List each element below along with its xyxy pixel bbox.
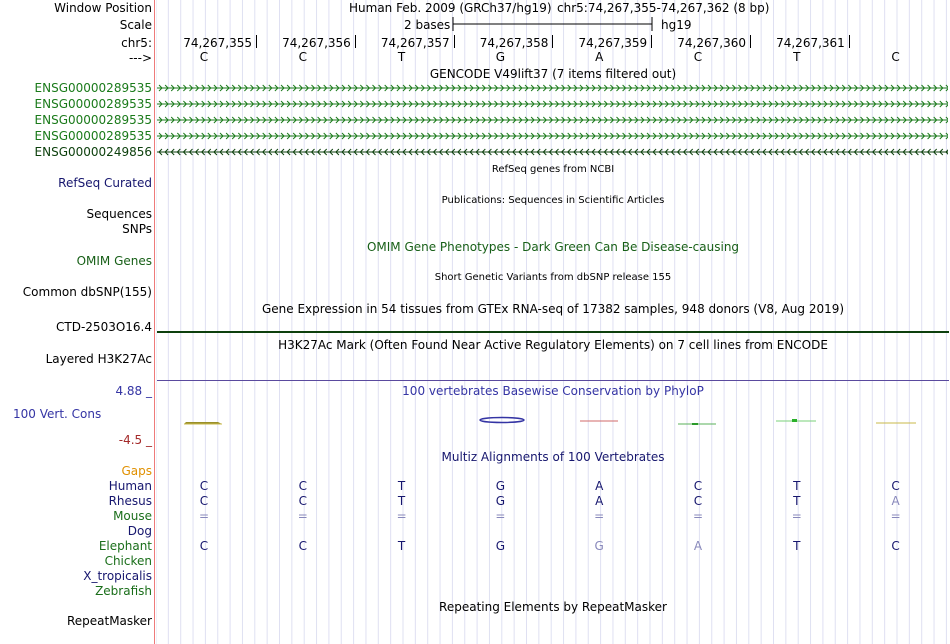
rhesus-aligned-base: T bbox=[793, 494, 801, 508]
db-label: hg19 bbox=[661, 18, 692, 32]
phylop-bars bbox=[156, 412, 950, 432]
layered-h3k27ac-label[interactable]: Layered H3K27Ac bbox=[45, 352, 152, 366]
gene-strand-line[interactable] bbox=[157, 100, 948, 108]
reference-base: T bbox=[793, 50, 801, 64]
coordinate-tick bbox=[256, 35, 257, 48]
mouse-aligned-base: = bbox=[396, 509, 407, 523]
mouse-aligned-base: = bbox=[692, 509, 704, 523]
species-label[interactable]: Mouse bbox=[113, 509, 152, 523]
species-label[interactable]: X_tropicalis bbox=[83, 569, 152, 583]
coordinate-label: 74,267,360 bbox=[677, 36, 746, 50]
elephant-aligned-base: T bbox=[793, 539, 801, 553]
vert-cons-label[interactable]: 100 Vert. Cons bbox=[13, 407, 102, 421]
gencode-gene-label[interactable]: ENSG00000289535 bbox=[34, 113, 152, 127]
gene-strand-line[interactable] bbox=[157, 148, 948, 156]
snps-label[interactable]: SNPs bbox=[122, 222, 152, 236]
gencode-gene-label[interactable]: ENSG00000249856 bbox=[34, 145, 152, 159]
gene-strand-line[interactable] bbox=[157, 132, 948, 140]
elephant-aligned-base: C bbox=[891, 539, 900, 553]
gtex-gene-label[interactable]: CTD-2503O16.4 bbox=[56, 320, 152, 334]
human-aligned-base: A bbox=[595, 479, 604, 493]
reference-base: A bbox=[595, 50, 604, 64]
scale-text: 2 bases bbox=[404, 18, 451, 32]
base-grid bbox=[156, 0, 950, 644]
coordinate-label: 74,267,355 bbox=[183, 36, 252, 50]
phylop-title: 100 vertebrates Basewise Conservation by PhyloP bbox=[402, 384, 704, 398]
label-separator bbox=[154, 0, 155, 644]
dbsnp-title: Short Genetic Variants from dbSNP release 155 bbox=[434, 272, 672, 283]
scale-label: Scale bbox=[119, 18, 152, 32]
elephant-aligned-base: A bbox=[693, 539, 703, 553]
refseq-curated-label[interactable]: RefSeq Curated bbox=[58, 176, 152, 190]
coordinate-label: 74,267,361 bbox=[776, 36, 845, 50]
coordinate-tick bbox=[651, 35, 652, 48]
gene-strand-line[interactable] bbox=[157, 116, 948, 124]
reference-base: G bbox=[495, 50, 506, 64]
human-aligned-base: T bbox=[397, 479, 406, 493]
species-label[interactable]: Rhesus bbox=[108, 494, 152, 508]
strand-arrow-label: ---> bbox=[128, 51, 152, 65]
gaps-label: Gaps bbox=[121, 464, 152, 478]
gene-strand-line[interactable] bbox=[157, 84, 948, 92]
human-aligned-base: C bbox=[891, 479, 900, 493]
h3k27ac-baseline bbox=[157, 380, 949, 381]
chr-label: chr5: bbox=[121, 36, 152, 50]
repeatmasker-title: Repeating Elements by RepeatMasker bbox=[439, 600, 667, 614]
window-position-label: Window Position bbox=[54, 1, 152, 15]
species-label[interactable]: Zebrafish bbox=[95, 584, 152, 598]
multiz-title: Multiz Alignments of 100 Vertebrates bbox=[441, 450, 665, 464]
species-label[interactable]: Dog bbox=[127, 524, 152, 538]
species-label[interactable]: Human bbox=[108, 479, 152, 493]
coordinate-tick bbox=[454, 35, 455, 48]
mouse-aligned-base: = bbox=[198, 509, 210, 523]
sequences-label[interactable]: Sequences bbox=[86, 207, 152, 221]
gtex-baseline bbox=[157, 331, 949, 333]
reference-base: C bbox=[693, 50, 703, 64]
omim-title: OMIM Gene Phenotypes - Dark Green Can Be Disease-causing bbox=[366, 240, 740, 254]
rhesus-aligned-base: C bbox=[199, 494, 209, 508]
rhesus-aligned-base: T bbox=[397, 494, 406, 508]
rhesus-aligned-base: C bbox=[298, 494, 307, 508]
elephant-aligned-base: G bbox=[594, 539, 604, 553]
mouse-aligned-base: = bbox=[890, 509, 901, 523]
species-label[interactable]: Chicken bbox=[104, 554, 152, 568]
rhesus-aligned-base: A bbox=[891, 494, 900, 508]
coordinate-label: 74,267,359 bbox=[578, 36, 648, 50]
coordinate-tick bbox=[355, 35, 356, 48]
cons-min-label: -4.5 _ bbox=[118, 433, 152, 447]
coordinate-tick bbox=[552, 35, 553, 48]
elephant-aligned-base: C bbox=[298, 539, 307, 553]
human-aligned-base: C bbox=[199, 479, 209, 493]
rhesus-aligned-base: G bbox=[495, 494, 506, 508]
publications-title: Publications: Sequences in Scientific Articles bbox=[441, 195, 665, 206]
gencode-gene-label[interactable]: ENSG00000289535 bbox=[34, 81, 152, 95]
omim-genes-label[interactable]: OMIM Genes bbox=[76, 254, 152, 268]
assembly-title: Human Feb. 2009 (GRCh37/hg19) bbox=[349, 1, 552, 15]
coordinate-tick bbox=[750, 35, 751, 48]
h3k27ac-title: H3K27Ac Mark (Often Found Near Active Regulatory Elements) on 7 cell lines from ENCODE bbox=[278, 338, 828, 352]
elephant-aligned-base: C bbox=[199, 539, 209, 553]
gencode-title: GENCODE V49lift37 (7 items filtered out) bbox=[429, 67, 677, 81]
elephant-aligned-base: T bbox=[397, 539, 406, 553]
species-label[interactable]: Elephant bbox=[98, 539, 152, 553]
reference-base: C bbox=[199, 50, 209, 64]
mouse-aligned-base: = bbox=[495, 509, 506, 523]
human-aligned-base: C bbox=[693, 479, 703, 493]
rhesus-aligned-base: A bbox=[595, 494, 604, 508]
mouse-aligned-base: = bbox=[791, 509, 802, 523]
coordinate-label: 74,267,358 bbox=[479, 36, 549, 50]
refseq-title: RefSeq genes from NCBI bbox=[491, 164, 615, 175]
elephant-aligned-base: G bbox=[495, 539, 506, 553]
mouse-aligned-base: = bbox=[297, 509, 308, 523]
cons-max-label: 4.88 _ bbox=[115, 384, 152, 398]
human-aligned-base: G bbox=[495, 479, 506, 493]
coordinate-label: 74,267,357 bbox=[380, 36, 450, 50]
scale-bar bbox=[452, 15, 654, 33]
human-aligned-base: T bbox=[793, 479, 801, 493]
position-readout: chr5:74,267,355-74,267,362 (8 bp) bbox=[557, 1, 770, 15]
gencode-gene-label[interactable]: ENSG00000289535 bbox=[34, 129, 152, 143]
repeatmasker-label[interactable]: RepeatMasker bbox=[66, 614, 152, 628]
gencode-gene-label[interactable]: ENSG00000289535 bbox=[34, 97, 152, 111]
gtex-title: Gene Expression in 54 tissues from GTEx RNA-seq of 17382 samples, 948 donors (V8, Aug 2019) bbox=[261, 302, 845, 316]
reference-base: T bbox=[397, 50, 406, 64]
common-dbsnp-label[interactable]: Common dbSNP(155) bbox=[22, 285, 152, 299]
reference-base: C bbox=[891, 50, 900, 64]
reference-base: C bbox=[298, 50, 307, 64]
coordinate-tick bbox=[849, 35, 850, 48]
rhesus-aligned-base: C bbox=[693, 494, 703, 508]
coordinate-label: 74,267,356 bbox=[282, 36, 351, 50]
human-aligned-base: C bbox=[298, 479, 307, 493]
mouse-aligned-base: = bbox=[594, 509, 605, 523]
